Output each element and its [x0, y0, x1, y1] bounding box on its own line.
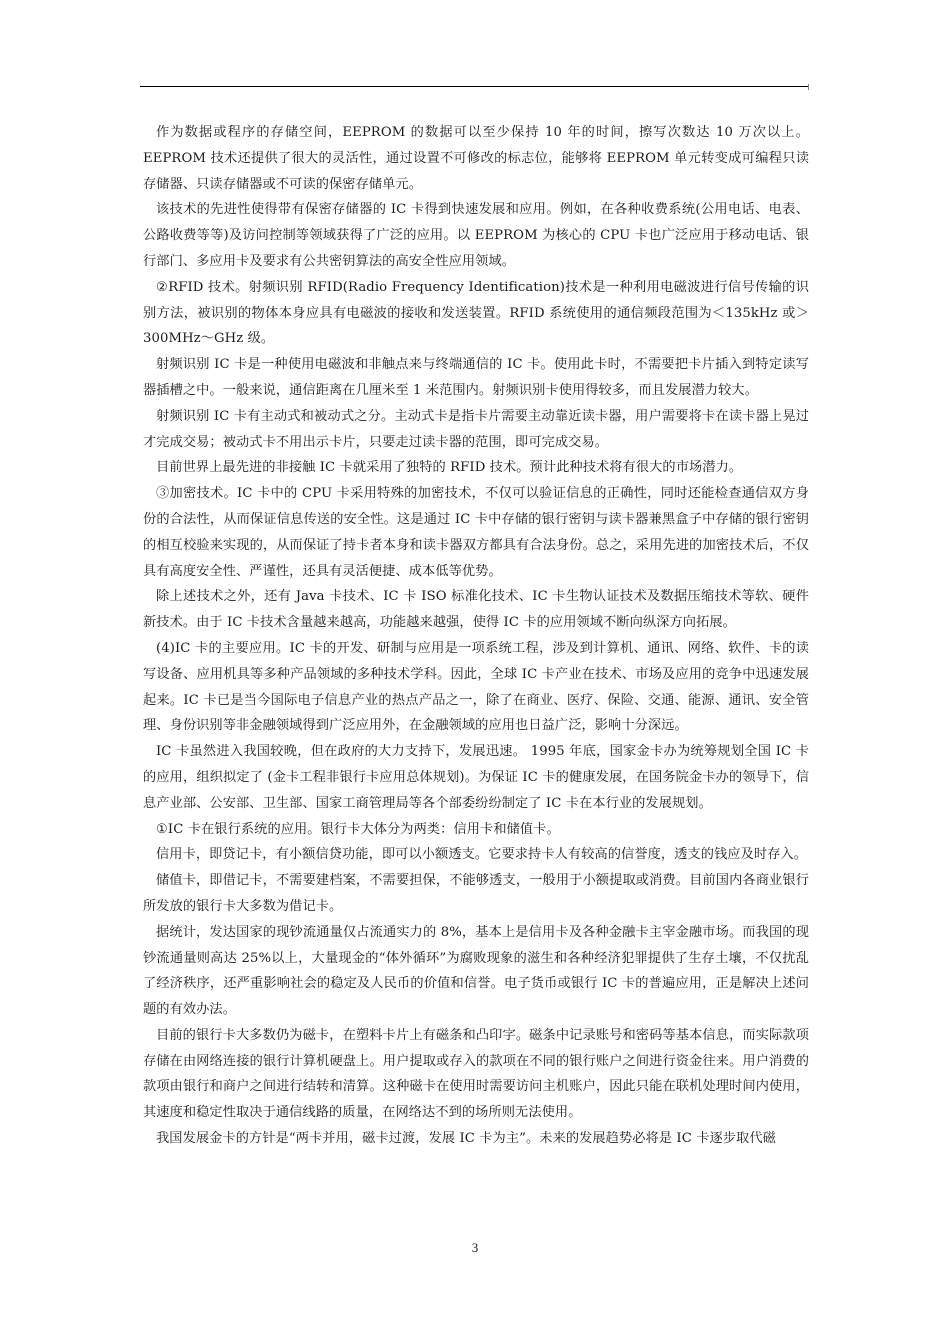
paragraph: 我国发展金卡的方针是“两卡并用，磁卡过渡，发展 IC 卡为主”。未来的发展趋势必将是 IC 卡逐步取代磁 [156, 1131, 776, 1147]
paragraph: 射频识别 IC 卡是一种使用电磁波和非触点来与终端通信的 IC 卡。使用此卡时，不需要把卡片插入到特定读写器插槽之中。一般来说，通信距离在几厘米至 1 米范围内。射频识别卡使用得较多，而且发展潜力较大。 [143, 357, 809, 398]
header-rule-end-mark [808, 84, 809, 90]
paragraph: 据统计，发达国家的现钞流通量仅占流通实力的 8%，基本上是信用卡及各种金融卡主宰金融市场。而我国的现钞流通量则高达 25%以上，大量现金的“体外循环”为腐败现象的滋生和各种经济犯罪提供了生存土壤，不仅扰乱了经济秩序，还严重影响社会的稳定及人民币的价值和信誉。电子货币或银行 IC 卡的普遍应用，正是解决上述问题的有效办法。 [143, 924, 809, 1018]
paragraph: 信用卡，即贷记卡，有小额信贷功能，即可以小额透支。它要求持卡人有较高的信誉度，透支的钱应及时存入。 [156, 847, 808, 863]
paragraph: IC 卡虽然进入我国较晚，但在政府的大力支持下，发展迅速。 1995 年底，国家金卡办为统筹规划全国 IC 卡的应用，组织拟定了 (金卡工程非银行卡应用总体规划)。为保证 IC 卡的健康发展，在国务院金卡办的领导下，信息产业部、公安部、卫生部、国家工商管理局等各个部委纷纷制定了 IC 卡在本行业的发展规划。 [143, 744, 809, 811]
page-number: 3 [471, 1240, 479, 1255]
paragraph: 该技术的先进性使得带有保密存储器的 IC 卡得到快速发展和应用。例如，在各种收费系统(公用电话、电表、公路收费等等)及访问控制等领域获得了广泛的应用。以 EEPROM 为核心的 CPU 卡也广泛应用于移动电话、银行部门、多应用卡及要求有公共密钥算法的高安全性应用领域。 [143, 202, 809, 269]
paragraph: 除上述技术之外，还有 Java 卡技术、IC 卡 ISO 标准化技术、IC 卡生物认证技术及数据压缩技术等软、硬件新技术。由于 IC 卡技术含量越来越高，功能越来越强，使得 IC 卡的应用领域不断向纵深方向拓展。 [143, 589, 809, 631]
paragraph: 射频识别 IC 卡有主动式和被动式之分。主动式卡是指卡片需要主动靠近读卡器，用户需要将卡在读卡器上晃过才完成交易；被动式卡不用出示卡片，只要走过读卡器的范围，即可完成交易。 [143, 408, 809, 450]
paragraph: 目前世界上最先进的非接触 IC 卡就采用了独特的 RFID 技术。预计此种技术将有很大的市场潜力。 [156, 460, 743, 476]
paragraph: 作为数据或程序的存储空间，EEPROM 的数据可以至少保持 10 年的时间，擦写次数达 10 万次以上。EEPROM 技术还提供了很大的灵活性，通过设置不可修改的标志位，能够将 EEPROM 单元转变成可编程只读存储器、只读存储器或不可读的保密存储单元。 [143, 125, 809, 192]
paragraph: ③加密技术。IC 卡中的 CPU 卡采用特殊的加密技术，不仅可以验证信息的正确性，同时还能检查通信双方身份的合法性，从而保证信息传送的安全性。这是通过 IC 卡中存储的银行密钥与读卡器兼黑盒子中存储的银行密钥的相互校验来实现的，从而保证了持卡者本身和读卡器双方都具有合法身份。总之，采用先进的加密技术后，不仅具有高度安全性、严谨性，还具有灵活便捷、成本低等优势。 [143, 486, 809, 579]
header-rule [140, 86, 808, 87]
paragraph: (4)IC 卡的主要应用。IC 卡的开发、研制与应用是一项系统工程，涉及到计算机、通讯、网络、软件、卡的读写设备、应用机具等多种产品领域的多种技术学科。因此，全球 IC 卡产业在技术、市场及应用的竞争中迅速发展起来。IC 卡已是当今国际电子信息产业的热点产品之一，除了在商业、医疗、保险、交通、能源、通讯、安全管理、身份识别等非金融领域得到广泛应用外，在金融领域的应用也日益广泛，影响十分深远。 [143, 640, 809, 734]
document-body [143, 120, 809, 1152]
paragraph: ①IC 卡在银行系统的应用。银行卡大体分为两类：信用卡和储值卡。 [156, 821, 560, 837]
paragraph: 目前的银行卡大多数仍为磁卡，在塑料卡片上有磁条和凸印字。磁条中记录账号和密码等基本信息，而实际款项存储在由网络连接的银行计算机硬盘上。用户提取或存入的款项在不同的银行账户之间进行资金往来。用户消费的款项由银行和商户之间进行结转和清算。这种磁卡在使用时需要访问主机账户，因此只能在联机处理时间内使用，其速度和稳定性取决于通信线路的质量，在网络达不到的场所则无法使用。 [143, 1027, 809, 1121]
paragraph: ②RFID 技术。射频识别 RFID(Radio Frequency Identification)技术是一种利用电磁波进行信号传输的识别方法，被识别的物体本身应具有电磁波的接收和发送装置。RFID 系统使用的通信频段范围为＜135kHz 或＞300MHz～GHz 级。 [143, 279, 809, 347]
paragraph: 储值卡，即借记卡，不需要建档案，不需要担保，不能够透支，一般用于小额提取或消费。目前国内各商业银行所发放的银行卡大多数为借记卡。 [143, 873, 809, 914]
